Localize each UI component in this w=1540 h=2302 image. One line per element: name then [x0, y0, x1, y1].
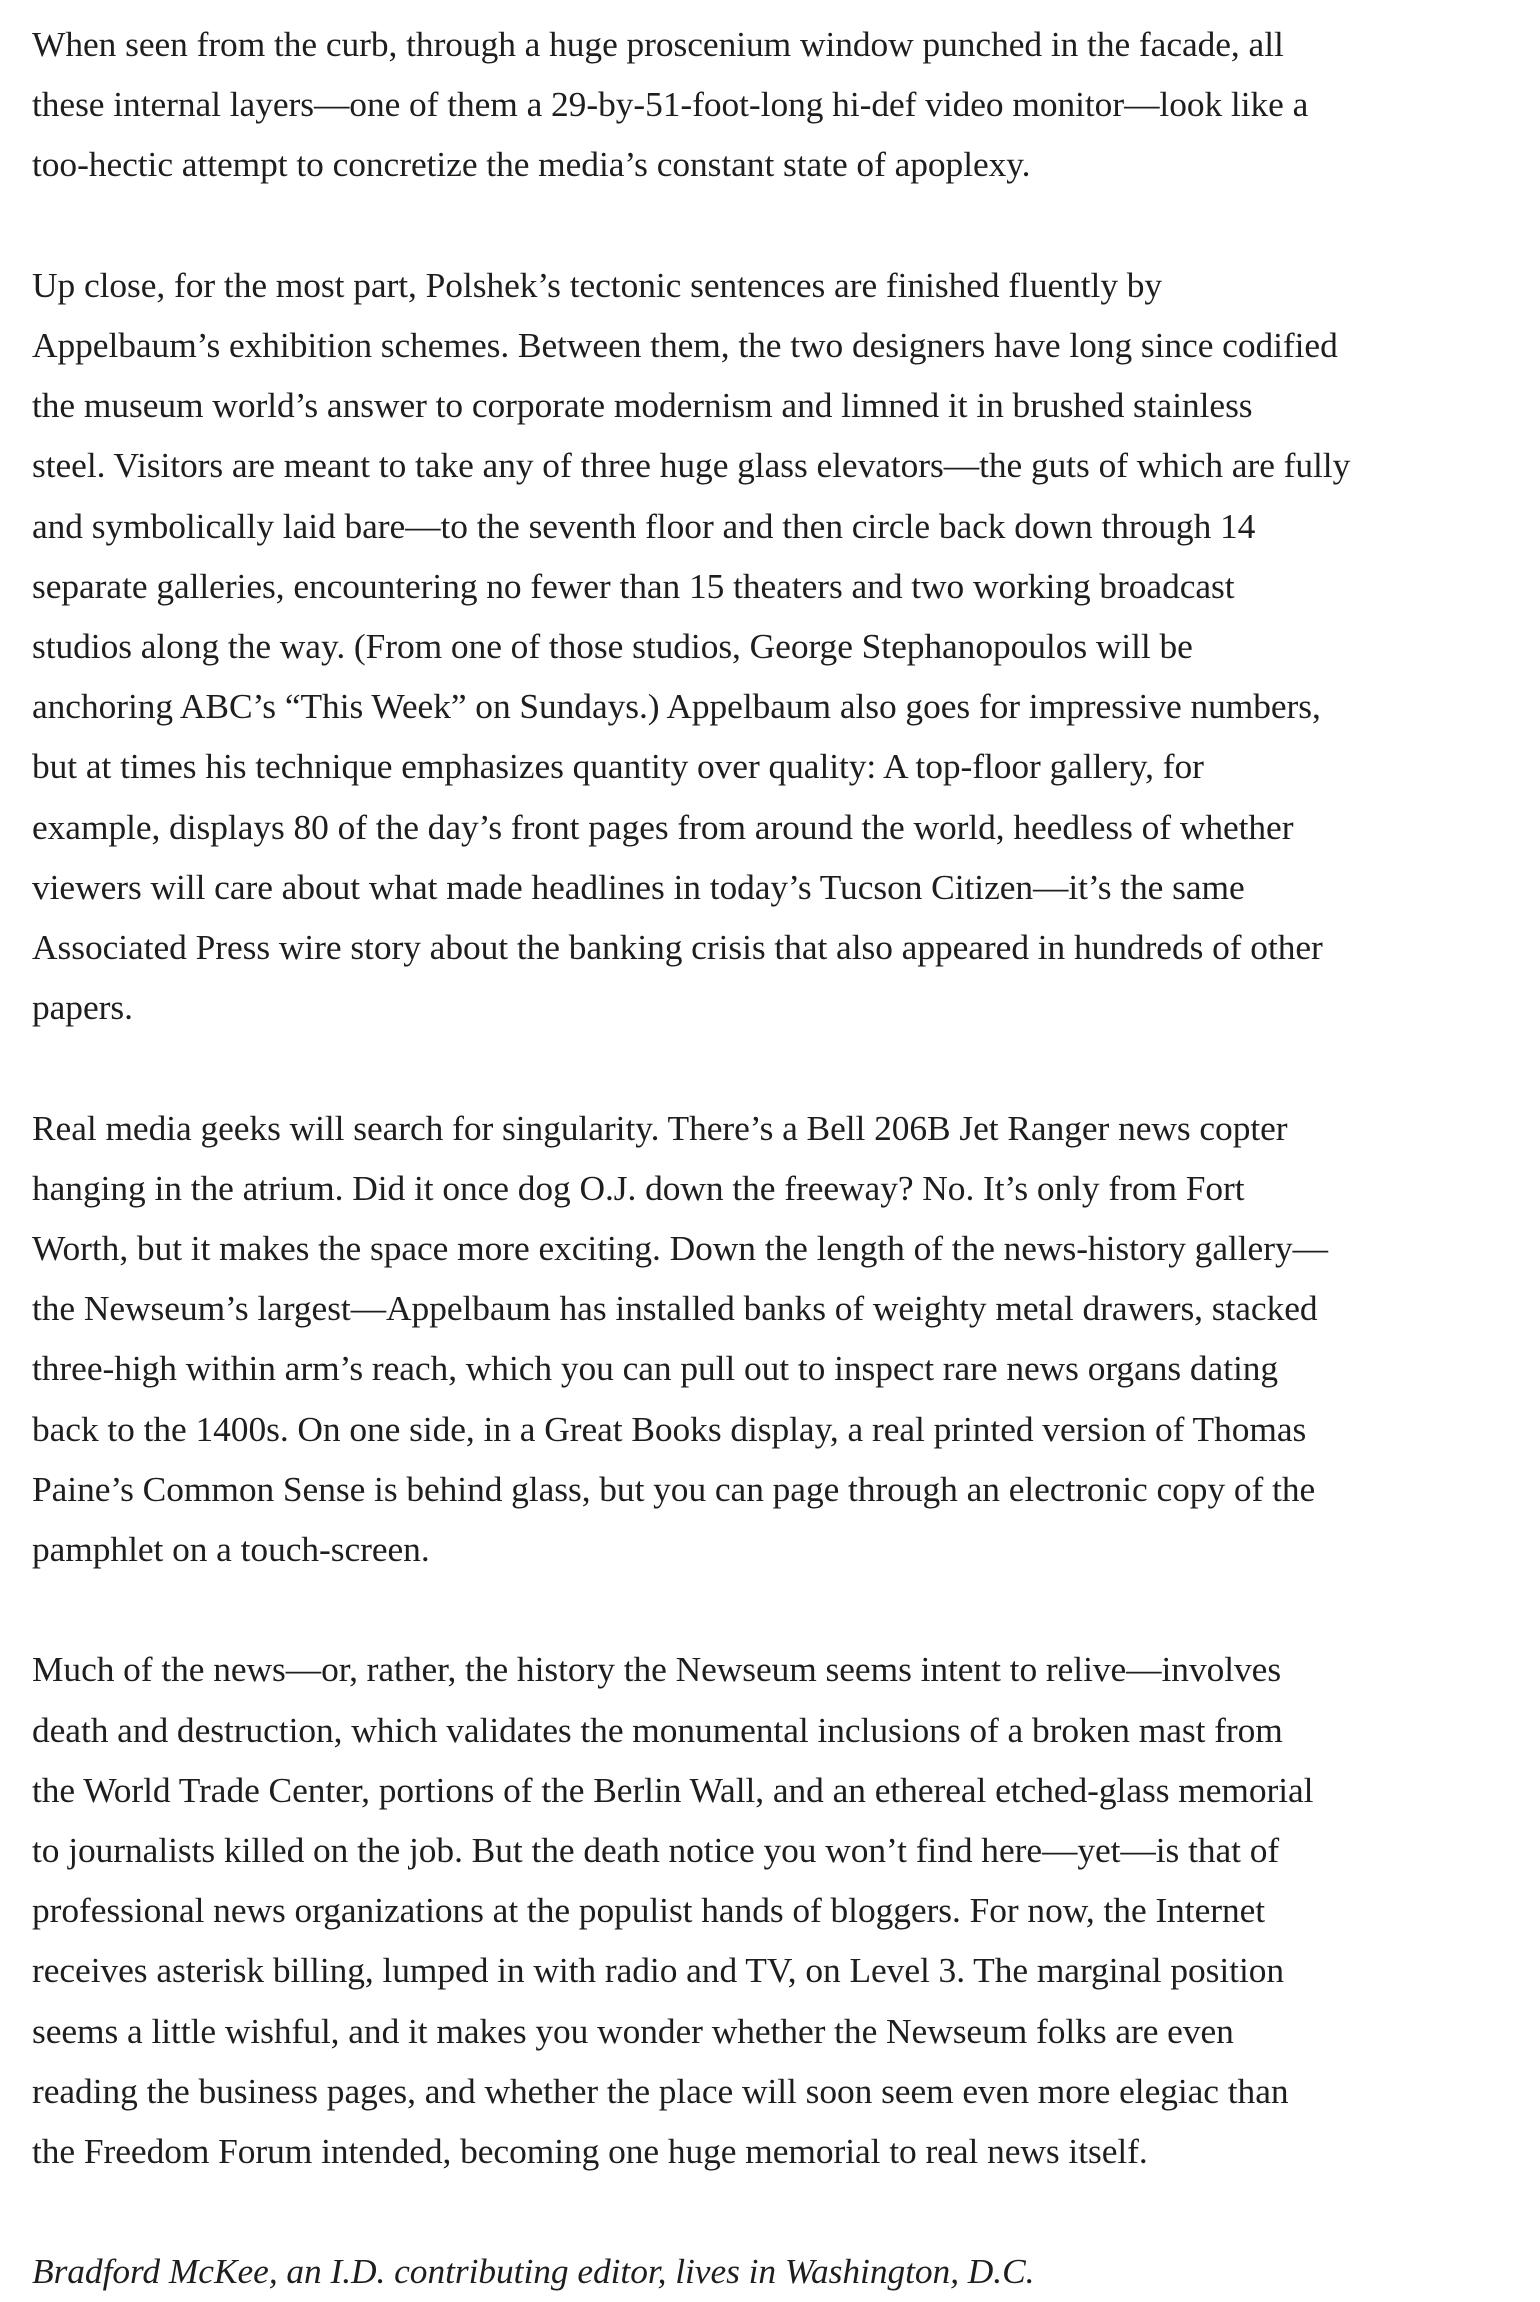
text-line: but at times his technique emphasizes quantity over quality: A top-floor gallery, for — [32, 746, 1204, 787]
text-line: steel. Visitors are meant to take any of three huge glass elevators—the guts of which are fully — [32, 445, 1351, 486]
text-line: studios along the way. (From one of those studios, George Stephanopoulos will be — [32, 626, 1193, 667]
text-line: too-hectic attempt to concretize the media’s constant state of apoplexy. — [32, 144, 1031, 185]
text-line: reading the business pages, and whether the place will soon seem even more elegiac than — [32, 2070, 1289, 2111]
text-line: death and destruction, which validates the monumental inclusions of a broken mast from — [32, 1709, 1283, 1750]
text-line: three-high within arm’s reach, which you can pull out to inspect rare news organs dating — [32, 1348, 1279, 1389]
text-line: these internal layers—one of them a 29-by-51-foot-long hi-def video monitor—look like a — [32, 84, 1309, 125]
text-line: separate galleries, encountering no fewer than 15 theaters and two working broadcast — [32, 565, 1235, 606]
text-line: hanging in the atrium. Did it once dog O.J. down the freeway? No. It’s only from Fort — [32, 1167, 1245, 1208]
text-line: the Freedom Forum intended, becoming one huge memorial to real news itself. — [32, 2131, 1148, 2172]
byline-text: Bradford McKee, an I.D. contributing editor, lives in Washington, D.C. — [32, 2251, 1035, 2292]
text-line: the museum world’s answer to corporate modernism and limned it in brushed stainless — [32, 385, 1253, 426]
text-line: pamphlet on a touch-screen. — [32, 1529, 430, 1570]
text-line: professional news organizations at the populist hands of bloggers. For now, the Internet — [32, 1890, 1266, 1931]
text-line: Paine’s Common Sense is behind glass, but you can page through an electronic copy of the — [32, 1468, 1316, 1509]
text-line: and symbolically laid bare—to the seventh floor and then circle back down through 14 — [32, 505, 1256, 546]
paragraph-2 — [32, 255, 1522, 1038]
text-line: Up close, for the most part, Polshek’s tectonic sentences are finished fluently by — [32, 264, 1163, 305]
text-line: When seen from the curb, through a huge proscenium window punched in the facade, all — [32, 24, 1284, 64]
article-body — [32, 14, 1522, 2302]
text-line: example, displays 80 of the day’s front pages from around the world, heedless of whether — [32, 806, 1294, 847]
text-line: to journalists killed on the job. But the death notice you won’t find here—yet—is that of — [32, 1830, 1280, 1871]
paragraph-3 — [32, 1098, 1522, 1580]
text-line: papers. — [32, 987, 133, 1028]
text-line: Much of the news—or, rather, the history the Newseum seems intent to relive—involves — [32, 1649, 1282, 1690]
text-line: Worth, but it makes the space more exciting. Down the length of the news-history gallery— — [32, 1228, 1328, 1269]
text-line: Real media geeks will search for singularity. There’s a Bell 206B Jet Ranger news copter — [32, 1107, 1288, 1148]
paragraph-1 — [32, 14, 1522, 195]
text-line: anchoring ABC’s “This Week” on Sundays.) Appelbaum also goes for impressive numbers, — [32, 686, 1321, 727]
text-line: seems a little wishful, and it makes you wonder whether the Newseum folks are even — [32, 2010, 1234, 2051]
text-line: receives asterisk billing, lumped in with radio and TV, on Level 3. The marginal position — [32, 1950, 1285, 1991]
text-line: viewers will care about what made headlines in today’s Tucson Citizen—it’s the same — [32, 866, 1245, 907]
author-byline — [32, 2241, 1522, 2301]
text-line: Associated Press wire story about the banking crisis that also appeared in hundreds of other — [32, 927, 1323, 968]
text-line: the Newseum’s largest—Appelbaum has installed banks of weighty metal drawers, stacked — [32, 1288, 1318, 1329]
text-line: Appelbaum’s exhibition schemes. Between them, the two designers have long since codified — [32, 325, 1338, 365]
text-line: the World Trade Center, portions of the Berlin Wall, and an ethereal etched-glass memorial — [32, 1769, 1314, 1810]
text-line: back to the 1400s. On one side, in a Great Books display, a real printed version of Thomas — [32, 1408, 1307, 1449]
paragraph-4 — [32, 1639, 1522, 2181]
